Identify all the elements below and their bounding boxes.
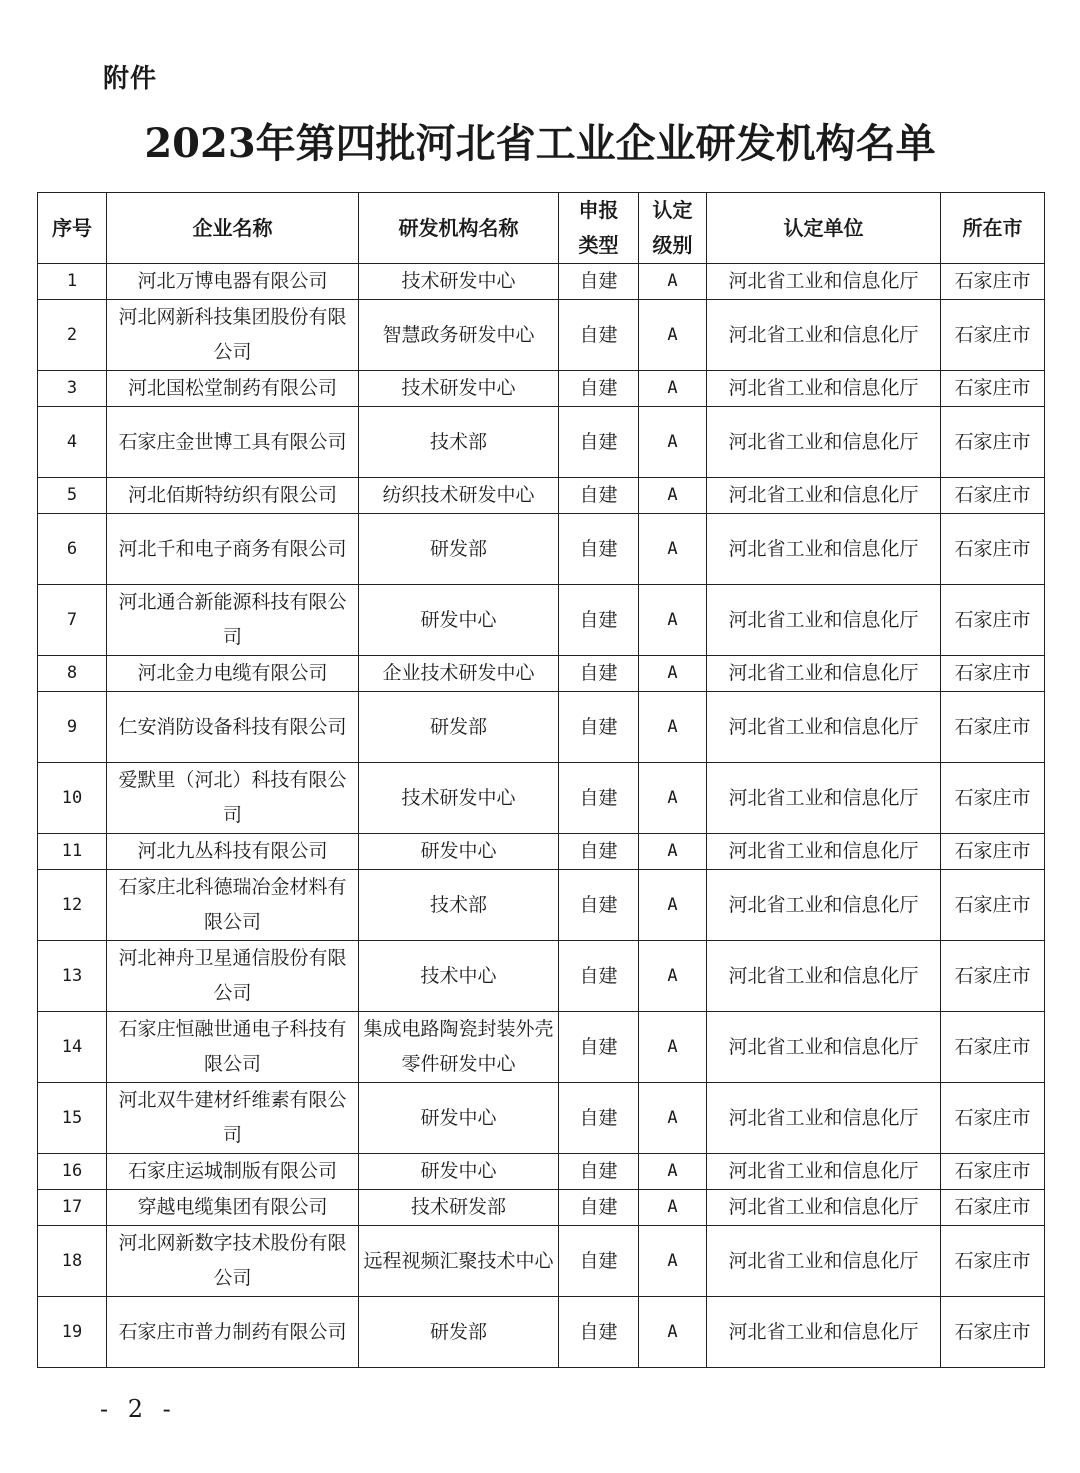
col-header-institution: 研发机构名称 — [359, 193, 559, 264]
table-row — [38, 478, 1045, 514]
declaration-type: 自建 — [559, 300, 639, 371]
table-row — [38, 941, 1045, 1012]
declaration-type: 自建 — [559, 1297, 639, 1368]
table-row — [38, 870, 1045, 941]
grade-level: A — [639, 941, 707, 1012]
city: 石家庄市 — [941, 371, 1045, 407]
declaration-type: 自建 — [559, 478, 639, 514]
table-row — [38, 1297, 1045, 1368]
grade-level: A — [639, 300, 707, 371]
declaration-type: 自建 — [559, 264, 639, 300]
grade-level: A — [639, 585, 707, 656]
row-number: 10 — [38, 763, 107, 834]
declaration-type: 自建 — [559, 1154, 639, 1190]
institution-name: 纺织技术研发中心 — [359, 478, 559, 514]
declaration-type: 自建 — [559, 870, 639, 941]
page-title: 2023年第四批河北省工业企业研发机构名单 — [144, 120, 936, 167]
row-number: 17 — [38, 1190, 107, 1226]
grade-level: A — [639, 834, 707, 870]
company-name: 穿越电缆集团有限公司 — [107, 1190, 359, 1226]
institution-name: 智慧政务研发中心 — [359, 300, 559, 371]
certifying-unit: 河北省工业和信息化厅 — [707, 478, 941, 514]
certifying-unit: 河北省工业和信息化厅 — [707, 656, 941, 692]
city: 石家庄市 — [941, 1083, 1045, 1154]
certifying-unit: 河北省工业和信息化厅 — [707, 1190, 941, 1226]
declaration-type: 自建 — [559, 692, 639, 763]
company-name: 河北双牛建材纤维素有限公司 — [107, 1083, 359, 1154]
institution-name: 研发中心 — [359, 1154, 559, 1190]
table-row — [38, 763, 1045, 834]
row-number: 15 — [38, 1083, 107, 1154]
declaration-type: 自建 — [559, 834, 639, 870]
row-number: 12 — [38, 870, 107, 941]
table-header-row — [38, 193, 1045, 264]
institution-name: 研发中心 — [359, 1083, 559, 1154]
grade-level: A — [639, 1083, 707, 1154]
company-name: 河北网新数字技术股份有限公司 — [107, 1226, 359, 1297]
row-number: 11 — [38, 834, 107, 870]
declaration-type: 自建 — [559, 1012, 639, 1083]
declaration-type: 自建 — [559, 514, 639, 585]
certifying-unit: 河北省工业和信息化厅 — [707, 1297, 941, 1368]
company-name: 河北国松堂制药有限公司 — [107, 371, 359, 407]
grade-level: A — [639, 656, 707, 692]
company-name: 石家庄恒融世通电子科技有限公司 — [107, 1012, 359, 1083]
certifying-unit: 河北省工业和信息化厅 — [707, 1154, 941, 1190]
city: 石家庄市 — [941, 514, 1045, 585]
col-header-company: 企业名称 — [107, 193, 359, 264]
row-number: 1 — [38, 264, 107, 300]
certifying-unit: 河北省工业和信息化厅 — [707, 1083, 941, 1154]
grade-level: A — [639, 371, 707, 407]
declaration-type: 自建 — [559, 1226, 639, 1297]
certifying-unit: 河北省工业和信息化厅 — [707, 763, 941, 834]
company-name: 河北千和电子商务有限公司 — [107, 514, 359, 585]
grade-level: A — [639, 264, 707, 300]
institution-name: 研发部 — [359, 514, 559, 585]
declaration-type: 自建 — [559, 407, 639, 478]
city: 石家庄市 — [941, 1226, 1045, 1297]
company-name: 河北神舟卫星通信股份有限公司 — [107, 941, 359, 1012]
table-row — [38, 300, 1045, 371]
declaration-type: 自建 — [559, 1083, 639, 1154]
row-number: 7 — [38, 585, 107, 656]
city: 石家庄市 — [941, 1297, 1045, 1368]
declaration-type: 自建 — [559, 371, 639, 407]
certifying-unit: 河北省工业和信息化厅 — [707, 1226, 941, 1297]
certifying-unit: 河北省工业和信息化厅 — [707, 692, 941, 763]
certifying-unit: 河北省工业和信息化厅 — [707, 371, 941, 407]
table-row — [38, 371, 1045, 407]
institution-name: 技术研发中心 — [359, 763, 559, 834]
grade-level: A — [639, 1154, 707, 1190]
grade-level: A — [639, 407, 707, 478]
city: 石家庄市 — [941, 870, 1045, 941]
certifying-unit: 河北省工业和信息化厅 — [707, 514, 941, 585]
company-name: 河北网新科技集团股份有限公司 — [107, 300, 359, 371]
grade-level: A — [639, 870, 707, 941]
table-row — [38, 656, 1045, 692]
row-number: 2 — [38, 300, 107, 371]
institution-name: 企业技术研发中心 — [359, 656, 559, 692]
city: 石家庄市 — [941, 585, 1045, 656]
institution-name: 技术中心 — [359, 941, 559, 1012]
row-number: 19 — [38, 1297, 107, 1368]
grade-level: A — [639, 1297, 707, 1368]
declaration-type: 自建 — [559, 941, 639, 1012]
company-name: 河北通合新能源科技有限公司 — [107, 585, 359, 656]
city: 石家庄市 — [941, 407, 1045, 478]
col-header-city: 所在市 — [941, 193, 1045, 264]
grade-level: A — [639, 692, 707, 763]
certifying-unit: 河北省工业和信息化厅 — [707, 300, 941, 371]
institution-name: 技术研发中心 — [359, 264, 559, 300]
certifying-unit: 河北省工业和信息化厅 — [707, 870, 941, 941]
company-name: 石家庄市普力制药有限公司 — [107, 1297, 359, 1368]
table-row — [38, 585, 1045, 656]
row-number: 18 — [38, 1226, 107, 1297]
company-name: 河北万博电器有限公司 — [107, 264, 359, 300]
table-row — [38, 514, 1045, 585]
table-row — [38, 1226, 1045, 1297]
row-number: 9 — [38, 692, 107, 763]
city: 石家庄市 — [941, 478, 1045, 514]
institution-name: 研发部 — [359, 692, 559, 763]
table-body — [38, 264, 1045, 1368]
city: 石家庄市 — [941, 1190, 1045, 1226]
institution-name: 研发中心 — [359, 834, 559, 870]
page-number: - 2 - — [100, 1395, 177, 1423]
table-row — [38, 834, 1045, 870]
row-number: 14 — [38, 1012, 107, 1083]
city: 石家庄市 — [941, 1154, 1045, 1190]
certifying-unit: 河北省工业和信息化厅 — [707, 264, 941, 300]
institution-name: 技术部 — [359, 407, 559, 478]
institution-name: 技术研发中心 — [359, 371, 559, 407]
city: 石家庄市 — [941, 763, 1045, 834]
certifying-unit: 河北省工业和信息化厅 — [707, 585, 941, 656]
company-name: 河北金力电缆有限公司 — [107, 656, 359, 692]
col-header-no: 序号 — [38, 193, 107, 264]
certifying-unit: 河北省工业和信息化厅 — [707, 1012, 941, 1083]
table-row — [38, 407, 1045, 478]
city: 石家庄市 — [941, 264, 1045, 300]
city: 石家庄市 — [941, 1012, 1045, 1083]
table-row — [38, 1154, 1045, 1190]
declaration-type: 自建 — [559, 763, 639, 834]
table-row — [38, 692, 1045, 763]
company-name: 爱默里（河北）科技有限公司 — [107, 763, 359, 834]
grade-level: A — [639, 1190, 707, 1226]
city: 石家庄市 — [941, 300, 1045, 371]
declaration-type: 自建 — [559, 656, 639, 692]
declaration-type: 自建 — [559, 1190, 639, 1226]
grade-level: A — [639, 478, 707, 514]
table-row — [38, 1012, 1045, 1083]
table-row — [38, 264, 1045, 300]
certifying-unit: 河北省工业和信息化厅 — [707, 834, 941, 870]
grade-level: A — [639, 514, 707, 585]
company-name: 石家庄运城制版有限公司 — [107, 1154, 359, 1190]
row-number: 13 — [38, 941, 107, 1012]
row-number: 3 — [38, 371, 107, 407]
institution-name: 技术部 — [359, 870, 559, 941]
row-number: 4 — [38, 407, 107, 478]
company-name: 河北九丛科技有限公司 — [107, 834, 359, 870]
institution-name: 集成电路陶瓷封装外壳零件研发中心 — [359, 1012, 559, 1083]
institution-name: 远程视频汇聚技术中心 — [359, 1226, 559, 1297]
col-header-type: 申报 类型 — [559, 193, 639, 264]
institution-table — [37, 192, 1045, 1368]
col-header-grade: 认定 级别 — [639, 193, 707, 264]
grade-level: A — [639, 1012, 707, 1083]
city: 石家庄市 — [941, 656, 1045, 692]
certifying-unit: 河北省工业和信息化厅 — [707, 407, 941, 478]
certifying-unit: 河北省工业和信息化厅 — [707, 941, 941, 1012]
company-name: 仁安消防设备科技有限公司 — [107, 692, 359, 763]
institution-name: 研发部 — [359, 1297, 559, 1368]
grade-level: A — [639, 1226, 707, 1297]
city: 石家庄市 — [941, 692, 1045, 763]
institution-name: 研发中心 — [359, 585, 559, 656]
city: 石家庄市 — [941, 834, 1045, 870]
row-number: 16 — [38, 1154, 107, 1190]
table-row — [38, 1190, 1045, 1226]
row-number: 6 — [38, 514, 107, 585]
city: 石家庄市 — [941, 941, 1045, 1012]
grade-level: A — [639, 763, 707, 834]
institution-name: 技术研发部 — [359, 1190, 559, 1226]
table-row — [38, 1083, 1045, 1154]
row-number: 8 — [38, 656, 107, 692]
company-name: 石家庄金世博工具有限公司 — [107, 407, 359, 478]
declaration-type: 自建 — [559, 585, 639, 656]
col-header-unit: 认定单位 — [707, 193, 941, 264]
company-name: 石家庄北科德瑞冶金材料有限公司 — [107, 870, 359, 941]
attachment-label: 附件 — [103, 64, 158, 94]
row-number: 5 — [38, 478, 107, 514]
company-name: 河北佰斯特纺织有限公司 — [107, 478, 359, 514]
